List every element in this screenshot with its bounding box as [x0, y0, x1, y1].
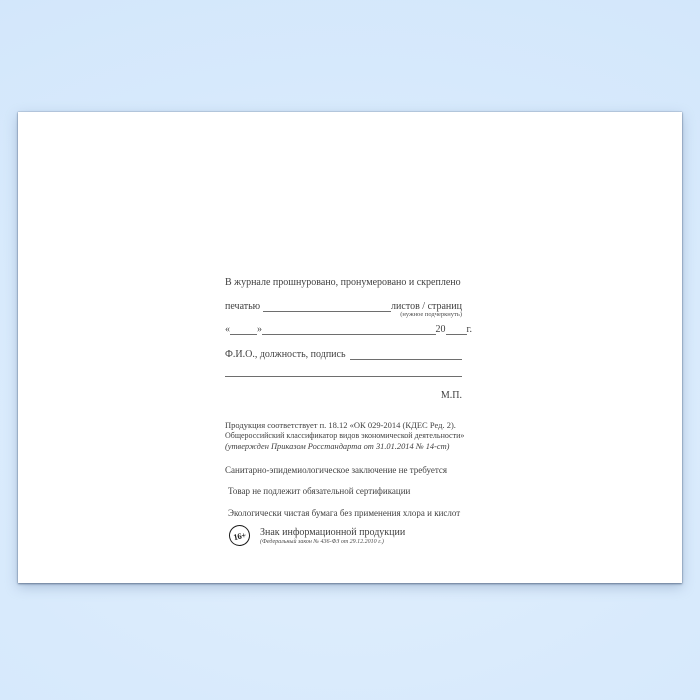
underline-note: (нужное подчеркнуть)	[400, 311, 462, 318]
sanitary-statement: Санитарно-эпидемиологическое заключение не требуется	[225, 465, 448, 475]
open-quote: «	[225, 324, 230, 335]
age-16-plus-badge-icon: 16+	[227, 523, 252, 548]
continuation-blank-line	[225, 367, 462, 377]
continuation-blank-row	[225, 367, 462, 377]
age-mark-text	[260, 525, 405, 546]
age-mark-label: Знак информационной продукции	[260, 527, 406, 538]
signature-blank-line	[350, 350, 462, 360]
seal-place-abbr: М.П.	[440, 390, 462, 401]
sheets-pages-label: листов / страниц	[391, 301, 462, 312]
year-prefix: 20	[435, 324, 446, 335]
signature-label: Ф.И.О., должность, подпись	[225, 349, 346, 360]
compliance-line-1: Продукция соответствует п. 18.12 «ОК 029-2014 (КДЕС Ред. 2).	[225, 420, 456, 430]
signature-line-row	[225, 349, 462, 360]
year-blank-line	[446, 325, 467, 335]
seal-prefix-label: печатью	[225, 301, 261, 312]
eco-paper-statement: Экологически чистая бумага без применения хлора и кислот	[228, 508, 461, 518]
age-mark-law-note: (Федеральный закон № 436-ФЗ от 29.12.2010 г.)	[260, 539, 384, 545]
month-blank-line	[262, 325, 436, 335]
page-content	[225, 112, 472, 583]
close-quote: »	[257, 324, 262, 335]
compliance-line-3: (утвержден Приказом Росстандарта от 31.01.2014 № 14-ст)	[225, 442, 450, 451]
certification-statement: Товар не подлежит обязательной сертификации	[228, 486, 411, 496]
year-suffix: г.	[466, 324, 472, 335]
stitched-statement: В журнале прошнуровано, пронумеровано и скреплено	[225, 277, 461, 288]
document-back-page	[18, 112, 682, 583]
day-blank-line	[230, 325, 257, 335]
compliance-line-2: Общероссийский классификатор видов экономической деятельности»	[225, 431, 465, 440]
date-line-row	[225, 324, 472, 335]
age-mark-row	[229, 525, 405, 546]
